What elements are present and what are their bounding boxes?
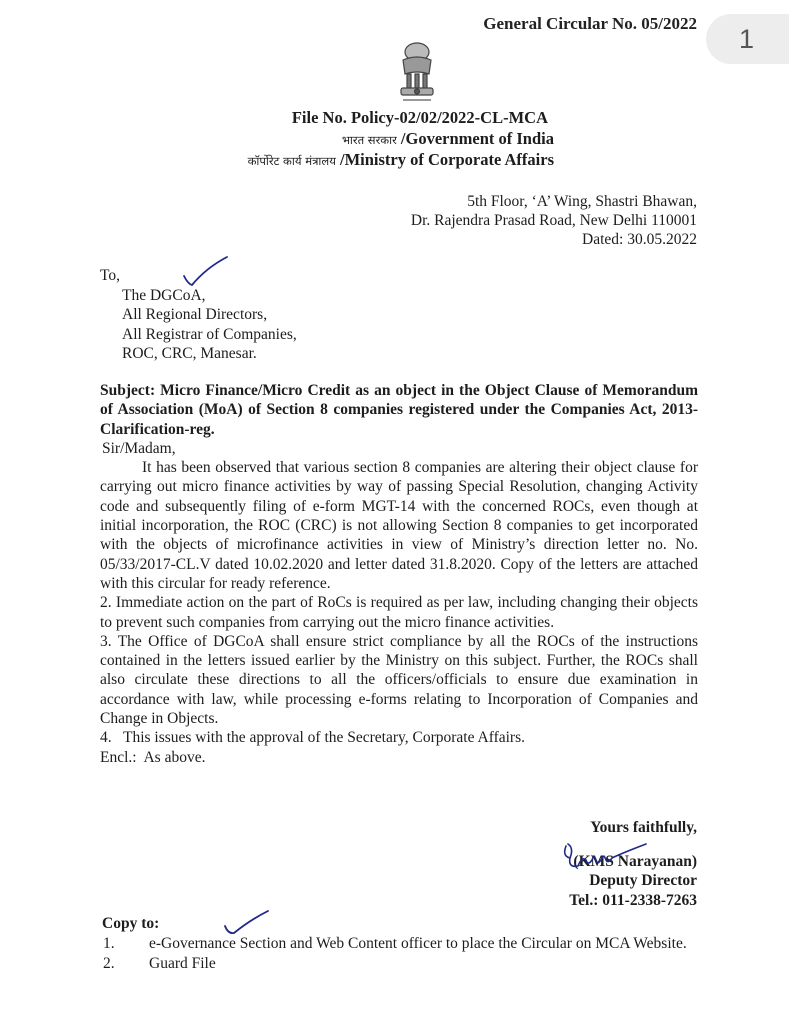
handwritten-signature-icon — [560, 840, 650, 878]
recipient-item: All Registrar of Companies, — [122, 325, 297, 343]
date-line: Dated: 30.05.2022 — [582, 231, 697, 248]
copy-item — [100, 934, 700, 954]
enclosure-line: Encl.: As above. — [100, 748, 206, 766]
handwritten-checkmark-icon — [180, 254, 230, 290]
government-english: /Government of India — [400, 129, 554, 148]
to-label: To, — [100, 267, 121, 284]
recipient-item: All Regional Directors, — [122, 306, 268, 323]
greeting: Sir/Madam, — [102, 439, 176, 457]
signatory-name: (KMS Narayanan) — [573, 852, 697, 870]
copy-to-block — [100, 914, 700, 974]
government-hindi: भारत सरकार — [341, 133, 397, 147]
copy-item-number: 2. — [103, 955, 115, 972]
closing: Yours faithfully, — [590, 819, 697, 836]
ministry-hindi: कॉर्पोरेट कार्य मंत्रालय — [247, 154, 336, 168]
copy-item-number: 1. — [103, 935, 115, 952]
subject-line: Subject: Micro Finance/Micro Credit as an object in the Object Clause of Memorandum of Association (MoA) of Section 8 companies registered under the Companies Act, 2013-Clarification-reg. — [100, 382, 698, 438]
handwritten-checkmark-icon — [222, 908, 272, 938]
address-line-2: Dr. Rajendra Prasad Road, New Delhi 110001 — [410, 212, 697, 229]
signatory-telephone: Tel.: 011-2338-7263 — [569, 891, 697, 909]
copy-item — [100, 954, 700, 974]
paragraph-2: 2. Immediate action on the part of RoCs is required as per law, including changing their objects to prevent such companies from carrying out the micro finance activities. — [100, 594, 698, 631]
file-number: File No. Policy-02/02/2022-CL-MCA — [291, 108, 548, 127]
paragraph-4: 4. This issues with the approval of the Secretary, Corporate Affairs. — [100, 729, 526, 747]
copy-to-title: Copy to: — [102, 915, 160, 932]
letter-body — [100, 381, 698, 767]
page-number-badge: 1 — [706, 14, 789, 64]
signatory-designation: Deputy Director — [589, 872, 697, 889]
address-line-1: 5th Floor, ‘A’ Wing, Shastri Bhawan, — [467, 193, 697, 210]
recipient-item: The DGCoA, — [122, 286, 206, 304]
recipient-item: ROC, CRC, Manesar. — [122, 345, 257, 362]
circular-number: General Circular No. 05/2022 — [483, 14, 697, 33]
copy-item-text: Guard File — [149, 955, 216, 972]
paragraph-3: 3. The Office of DGCoA shall ensure strict compliance by all the ROCs of the instructions contained in the letters issued earlier by the Ministry on this subject. Further, the ROCs shall also circulate these directions to all the officers/officials to ensure due examination in accordance with law, while processing e-forms relating to Incorporation of Companies and Change in Objects. — [100, 632, 698, 728]
paragraph-1: It has been observed that various section 8 companies are altering their object clause for carrying out micro finance activities by way of passing Special Resolution, changing Activity code and subsequently filing of e-form MGT-14 with the concerned ROCs, even though at initial incorporation, the ROC (CRC) is not allowing Section 8 companies to get incorporated with the objects of microfinance activities in view of Ministry’s direction letter no. No. 05/33/2017-CL.V dated 10.02.2020 and letter dated 31.8.2020. Copy of the letters are attached with this circular for ready reference. — [100, 459, 698, 592]
ministry-line — [248, 150, 554, 170]
government-line — [342, 129, 554, 149]
copy-item-text: e-Governance Section and Web Content officer to place the Circular on MCA Website. — [149, 935, 687, 952]
india-state-emblem-icon — [395, 40, 439, 106]
ministry-english: /Ministry of Corporate Affairs — [340, 150, 554, 169]
